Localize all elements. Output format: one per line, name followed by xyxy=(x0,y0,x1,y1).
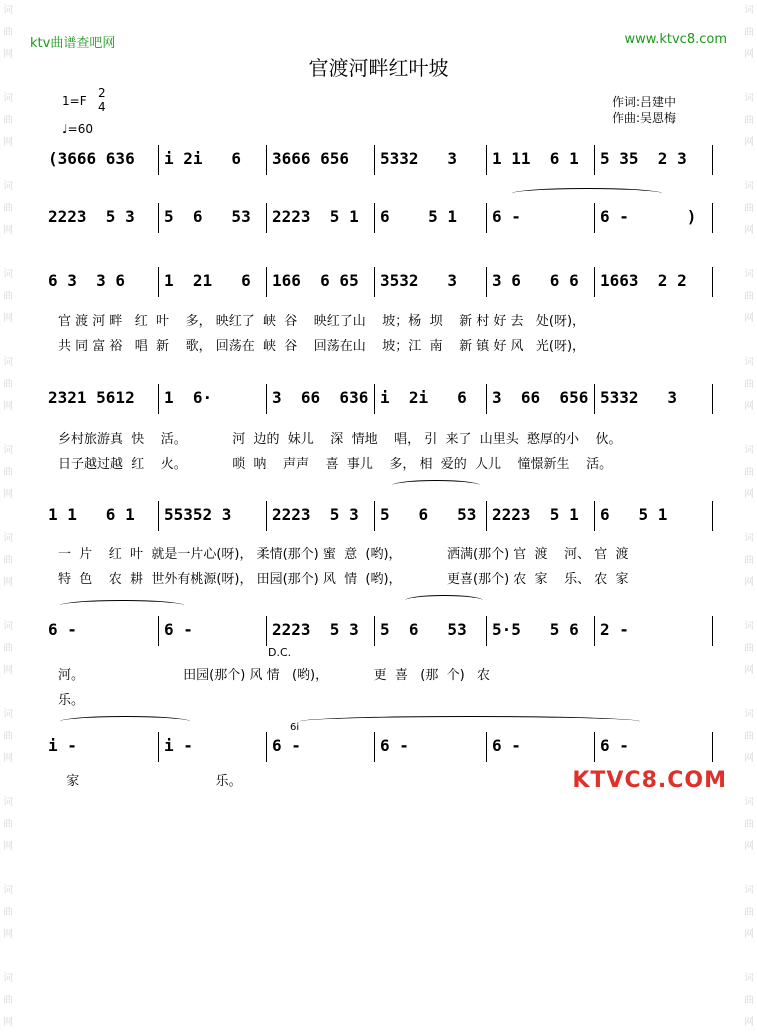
measure: 6 - xyxy=(48,620,77,639)
slur-arc xyxy=(60,600,184,611)
lyric-line-5: 一 片 红 叶 就是一片心(呀)， 柔情(那个) 蜜 意 (哟)， 洒满(那个) 官 渡 河、 官 渡 xyxy=(58,547,629,562)
measure: 5332 3 xyxy=(380,149,458,168)
bar-line xyxy=(158,616,159,646)
bar-line xyxy=(158,501,159,531)
measure: 3666 656 xyxy=(272,149,350,168)
time-top: 2 xyxy=(98,86,106,100)
time-signature xyxy=(98,86,106,114)
bar-line xyxy=(374,145,375,175)
bar-line xyxy=(594,203,595,233)
measure: 55352 3 xyxy=(164,505,232,524)
notation-row-4 xyxy=(40,388,720,414)
measure: 2223 5 3 xyxy=(48,207,135,226)
watermark-left: 词 曲 网 词 曲 网 词 曲 网 词 曲 网 词 曲 网 词 曲 网 词 曲 网 词 曲 网 词 曲 网 词 曲 网 词 曲 网 词 曲 网 xyxy=(3,5,13,1028)
measure: 6 - xyxy=(164,620,193,639)
site-url-right[interactable]: www.ktvc8.com xyxy=(624,32,727,47)
bar-line xyxy=(712,384,713,414)
notation-row-3 xyxy=(40,271,720,297)
notation-row-1 xyxy=(40,149,720,175)
measure: 2223 5 3 xyxy=(272,620,359,639)
measure: 6 - ) xyxy=(600,207,697,226)
measure: 2321 5612 xyxy=(48,388,135,407)
bar-line xyxy=(486,732,487,762)
lyric-line-2: 共 同 富 裕 唱 新 歌， 回荡在 峡 谷 回荡在山 坡；江 南 新 镇 好 风 光(呀)， xyxy=(58,339,586,354)
measure: 3532 3 xyxy=(380,271,458,290)
measure: 1 21 6 xyxy=(164,271,251,290)
bar-line xyxy=(486,145,487,175)
bar-line xyxy=(374,203,375,233)
measure: 3 66 636 xyxy=(272,388,369,407)
measure: (3666 636 xyxy=(48,149,135,168)
notation-row-6 xyxy=(40,620,720,646)
credits xyxy=(612,94,676,126)
bar-line xyxy=(486,384,487,414)
site-name-left[interactable]: ktv曲谱查吧网 xyxy=(30,36,116,51)
slur-arc xyxy=(405,595,483,606)
bar-line xyxy=(374,384,375,414)
bar-line xyxy=(158,732,159,762)
measure: 2 - xyxy=(600,620,629,639)
bar-line xyxy=(712,501,713,531)
measure: 5 6 53 xyxy=(380,620,467,639)
lyric-line-7: 河。 田园(那个) 风 情 (哟)， 更 喜 (那 个) 农 xyxy=(58,668,491,683)
lyric-line-1: 官 渡 河 畔 红 叶 多， 映红了 峡 谷 映红了山 坡；杨 坝 新 村 好 去 处(呀)， xyxy=(58,314,586,329)
lyric-line-4: 日子越过越 红 火。 唢 呐 声声 喜 事儿 多， 相 爱的 人儿 憧憬新生 活。 xyxy=(58,457,613,472)
measure: 3 6 6 6 xyxy=(492,271,579,290)
slur-arc xyxy=(512,188,662,199)
bar-line xyxy=(594,145,595,175)
measure: 6 5 1 xyxy=(380,207,458,226)
lyric-line-6: 特 色 农 耕 世外有桃源(呀)， 田园(那个) 风 情 (哟)， 更喜(那个) 农 家 乐、 农 家 xyxy=(58,572,629,587)
time-bottom: 4 xyxy=(98,100,106,114)
lyric-line-3: 乡村旅游真 快 活。 河 边的 妹儿 深 情地 唱， 引 来了 山里头 憨厚的小 伙。 xyxy=(58,432,622,447)
measure: 5·5 5 6 xyxy=(492,620,579,639)
tempo-mark: ♩=60 xyxy=(62,122,93,136)
bar-line xyxy=(158,384,159,414)
bar-line xyxy=(712,732,713,762)
bar-line xyxy=(712,203,713,233)
notation-row-2 xyxy=(40,207,720,233)
measure: 6 - xyxy=(272,736,301,755)
bar-line xyxy=(486,203,487,233)
lyric-line-9: 家 乐。 xyxy=(58,774,242,789)
song-title: 官渡河畔红叶坡 xyxy=(308,56,449,80)
watermark-right: 词 曲 网 词 曲 网 词 曲 网 词 曲 网 词 曲 网 词 曲 网 词 曲 网 词 曲 网 词 曲 网 词 曲 网 词 曲 网 词 曲 网 xyxy=(744,5,754,1028)
bar-line xyxy=(374,267,375,297)
measure: 5332 3 xyxy=(600,388,678,407)
bar-line xyxy=(374,616,375,646)
bar-line xyxy=(594,501,595,531)
measure: 1 1 6 1 xyxy=(48,505,135,524)
measure: 6 5 1 xyxy=(600,505,668,524)
grace-note: 6i xyxy=(290,722,300,733)
site-logo[interactable]: KTVC8.COM xyxy=(572,768,727,793)
measure: 2223 5 1 xyxy=(492,505,579,524)
measure: 6 - xyxy=(492,207,521,226)
slur-arc xyxy=(392,480,480,491)
measure: 5 6 53 xyxy=(164,207,251,226)
bar-line xyxy=(266,384,267,414)
bar-line xyxy=(266,203,267,233)
bar-line xyxy=(266,501,267,531)
measure: 1663 2 2 xyxy=(600,271,687,290)
bar-line xyxy=(594,384,595,414)
bar-line xyxy=(374,501,375,531)
lyric-line-8: 乐。 xyxy=(58,693,85,708)
measure: i 2i 6 xyxy=(164,149,242,168)
bar-line xyxy=(486,616,487,646)
bar-line xyxy=(594,267,595,297)
measure: 6 - xyxy=(600,736,629,755)
measure: i - xyxy=(164,736,193,755)
notation-row-7 xyxy=(40,736,720,762)
measure: 5 6 53 xyxy=(380,505,477,524)
bar-line xyxy=(486,501,487,531)
bar-line xyxy=(712,616,713,646)
bar-line xyxy=(158,145,159,175)
measure: 1 11 6 1 xyxy=(492,149,579,168)
measure: i - xyxy=(48,736,77,755)
bar-line xyxy=(158,267,159,297)
bar-line xyxy=(158,203,159,233)
measure: 6 - xyxy=(380,736,409,755)
slur-arc xyxy=(60,716,190,727)
bar-line xyxy=(486,267,487,297)
bar-line xyxy=(594,732,595,762)
dc-mark: D.C. xyxy=(268,646,292,659)
measure: 3 66 656 xyxy=(492,388,589,407)
measure: 166 6 65 xyxy=(272,271,359,290)
lyricist: 作词:吕建中 xyxy=(612,95,677,109)
bar-line xyxy=(712,145,713,175)
bar-line xyxy=(266,732,267,762)
measure: 6 3 3 6 xyxy=(48,271,126,290)
key-signature: 1=F xyxy=(62,94,87,108)
composer: 作曲:吴恩梅 xyxy=(612,111,677,125)
measure: 2223 5 3 xyxy=(272,505,359,524)
notation-row-5 xyxy=(40,505,720,531)
measure: i 2i 6 xyxy=(380,388,467,407)
measure: 5 35 2 3 xyxy=(600,149,687,168)
bar-line xyxy=(594,616,595,646)
slur-arc xyxy=(300,716,640,727)
measure: 1 6· xyxy=(164,388,213,407)
measure: 6 - xyxy=(492,736,521,755)
bar-line xyxy=(712,267,713,297)
bar-line xyxy=(266,145,267,175)
bar-line xyxy=(266,267,267,297)
bar-line xyxy=(374,732,375,762)
bar-line xyxy=(266,616,267,646)
measure: 2223 5 1 xyxy=(272,207,359,226)
